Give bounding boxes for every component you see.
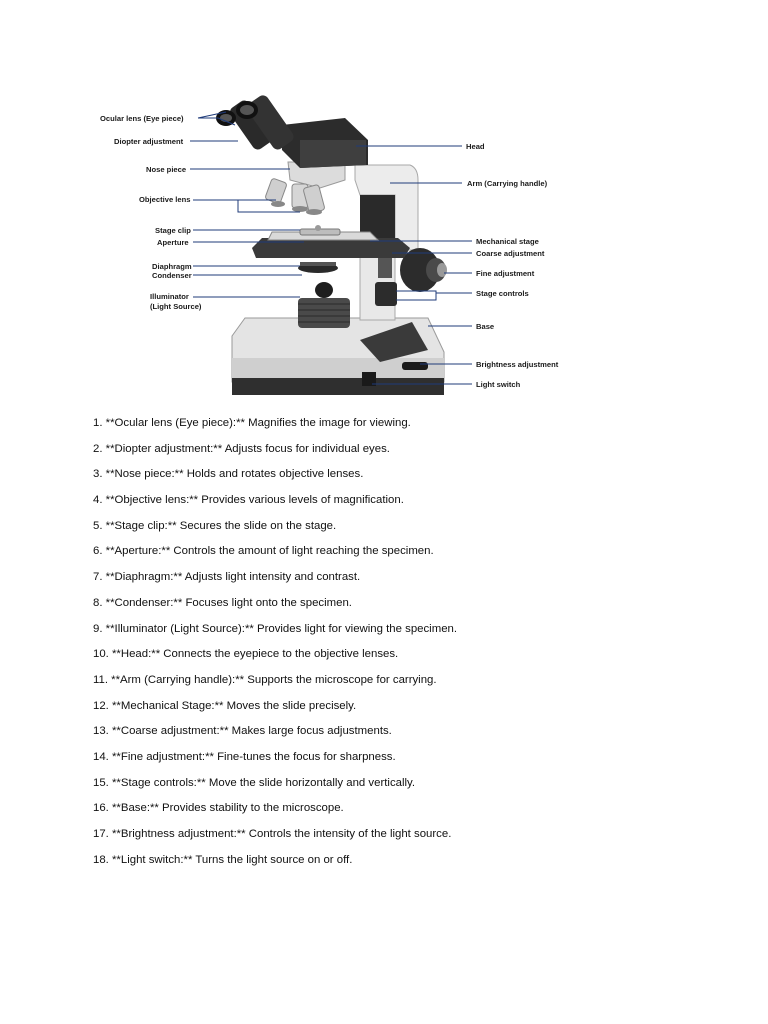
label-brightness-adjustment: Brightness adjustment [476,360,559,369]
label-head: Head [466,142,485,151]
label-light-switch: Light switch [476,380,521,389]
list-item: 2. **Diopter adjustment:** Adjusts focus for individual eyes. [93,442,390,455]
microscope-base [232,318,444,395]
list-item: 14. **Fine adjustment:** Fine-tunes the focus for sharpness. [93,750,396,763]
list-item: 1. **Ocular lens (Eye piece):** Magnifies the image for viewing. [93,417,411,429]
list-item: 18. **Light switch:** Turns the light source on or off. [93,853,353,866]
label-illuminator: Illuminator [150,292,189,301]
label-arm: Arm (Carrying handle) [467,179,548,188]
list-item: 10. **Head:** Connects the eyepiece to the objective lenses. [93,648,399,661]
illuminator [298,282,350,328]
label-condenser: Condenser [152,271,192,280]
label-stage-clip: Stage clip [155,226,191,235]
list-item: 12. **Mechanical Stage:** Moves the slide precisely. [93,699,357,712]
list-item: 13. **Coarse adjustment:** Makes large focus adjustments. [93,725,392,738]
list-item: 3. **Nose piece:** Holds and rotates objective lenses. [93,468,364,481]
label-diaphragm: Diaphragm [152,262,192,271]
list-item: 15. **Stage controls:** Move the slide horizontally and vertically. [93,776,416,789]
label-stage-controls: Stage controls [476,289,529,298]
label-mechanical-stage: Mechanical stage [476,237,539,246]
list-item: 7. **Diaphragm:** Adjusts light intensity and contrast. [93,571,361,584]
microscope-head [216,93,368,168]
list-item: 8. **Condenser:** Focuses light onto the specimen. [93,596,352,609]
list-item: 11. **Arm (Carrying handle):** Supports the microscope for carrying. [93,673,437,686]
brightness-knob-icon [402,362,428,370]
parts-description-list [93,413,693,875]
label-objective-lens: Objective lens [139,195,191,204]
nose-piece [265,162,345,215]
list-item: 4. **Objective lens:** Provides various levels of magnification. [93,494,404,507]
list-item: 17. **Brightness adjustment:** Controls the intensity of the light source. [93,828,452,840]
list-item: 16. **Base:** Provides stability to the microscope. [93,802,344,815]
label-diopter-adjustment: Diopter adjustment [114,137,184,146]
label-light-source: (Light Source) [150,302,202,311]
microscope-illustration [0,0,768,410]
list-item: 5. **Stage clip:** Secures the slide on the stage. [93,519,337,532]
list-item: 6. **Aperture:** Controls the amount of light reaching the specimen. [93,545,434,558]
label-base: Base [476,322,495,331]
list-item: 9. **Illuminator (Light Source):** Provides light for viewing the specimen. [93,622,458,635]
label-ocular-lens: Ocular lens (Eye piece) [100,114,184,123]
label-coarse-adjustment: Coarse adjustment [476,249,545,258]
label-nose-piece: Nose piece [146,165,187,174]
label-fine-adjustment: Fine adjustment [476,269,535,278]
microscope-diagram [0,0,768,410]
label-aperture: Aperture [157,238,189,247]
